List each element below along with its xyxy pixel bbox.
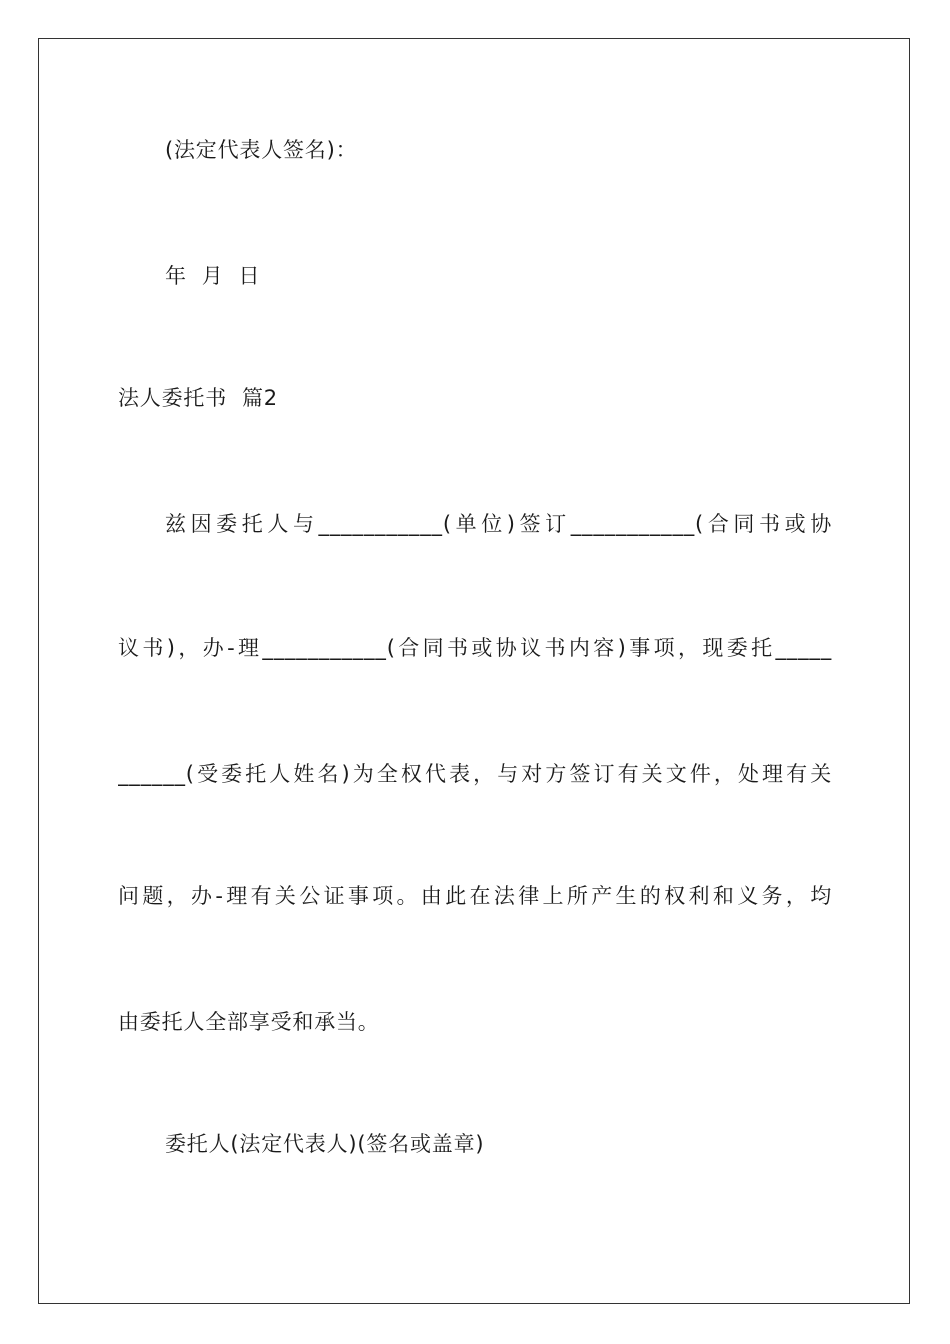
section-heading: 法人委托书 篇2 [118, 386, 278, 410]
page-border [38, 38, 910, 1304]
date-line: 年 月 日 [165, 264, 261, 288]
paragraph-line-3: ______(受委托人姓名)为全权代表，与对方签订有关文件，处理有关 [118, 762, 832, 786]
legal-rep-signature-line: (法定代表人签名)： [165, 138, 358, 162]
paragraph-line-4: 问题，办-理有关公证事项。由此在法律上所产生的权利和义务，均 [118, 884, 832, 908]
paragraph-line-5: 由委托人全部享受和承当。 [118, 1010, 380, 1034]
paragraph-line-2: 议书)，办-理___________(合同书或协议书内容)事项，现委托_____ [118, 636, 832, 660]
paragraph-line-1: 兹因委托人与___________(单位)签订___________(合同书或协 [165, 512, 832, 536]
principal-signature-line: 委托人(法定代表人)(签名或盖章) [165, 1132, 485, 1156]
